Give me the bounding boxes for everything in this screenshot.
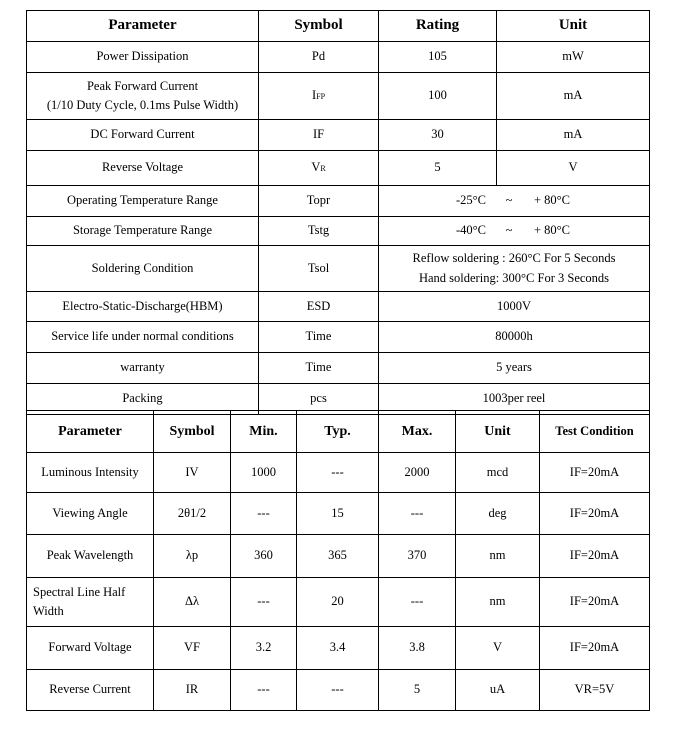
max-cell: 5	[379, 670, 456, 711]
symbol-cell: Time	[259, 353, 379, 384]
symbol-cell: IV	[154, 453, 231, 493]
symbol-cell: ESD	[259, 292, 379, 322]
typ-cell: 20	[297, 578, 379, 627]
symbol-cell: pcs	[259, 384, 379, 415]
max-cell: 2000	[379, 453, 456, 493]
table-row	[27, 292, 650, 322]
rating-cell: 100	[379, 73, 497, 120]
symbol-cell: 2θ1/2	[154, 493, 231, 535]
header-min: Min.	[231, 411, 297, 453]
symbol-cell	[259, 73, 379, 120]
rating-cell: 30	[379, 120, 497, 151]
param-line: (1/10 Duty Cycle, 0.1ms Pulse Width)	[46, 98, 239, 112]
electro-optical-table	[26, 410, 650, 711]
rating-cell: 105	[379, 42, 497, 73]
typ-cell: 3.4	[297, 627, 379, 670]
min-cell: ---	[231, 670, 297, 711]
unit-cell: nm	[456, 535, 540, 578]
table-row	[27, 217, 650, 246]
value-cell: 1003per reel	[379, 384, 650, 415]
max-cell: ---	[379, 578, 456, 627]
symbol-cell: VF	[154, 627, 231, 670]
param-cell	[27, 73, 259, 120]
header-symbol: Symbol	[259, 11, 379, 42]
symbol-cell: IR	[154, 670, 231, 711]
param-cell: Spectral Line Half Width	[27, 578, 154, 627]
header-parameter: Parameter	[27, 11, 259, 42]
table-row	[27, 186, 650, 217]
symbol-subscript: R	[320, 164, 326, 174]
param-cell: Soldering Condition	[27, 246, 259, 292]
table-row	[27, 322, 650, 353]
table-row	[27, 73, 650, 120]
table-row	[27, 120, 650, 151]
table-row	[27, 151, 650, 186]
min-cell: ---	[231, 493, 297, 535]
ratings-header-row	[27, 11, 650, 42]
header-max: Max.	[379, 411, 456, 453]
table-row	[27, 493, 650, 535]
condition-cell: IF=20mA	[540, 453, 650, 493]
symbol-cell: Tsol	[259, 246, 379, 292]
unit-cell: mcd	[456, 453, 540, 493]
range-low: -25°C	[456, 193, 486, 208]
condition-cell: IF=20mA	[540, 493, 650, 535]
rating-cell: 5	[379, 151, 497, 186]
condition-cell: IF=20mA	[540, 535, 650, 578]
header-unit: Unit	[456, 411, 540, 453]
range-tilde: ~	[505, 193, 513, 208]
header-rating: Rating	[379, 11, 497, 42]
typ-cell: 15	[297, 493, 379, 535]
symbol-cell: λp	[154, 535, 231, 578]
max-cell: 3.8	[379, 627, 456, 670]
symbol-cell: Pd	[259, 42, 379, 73]
unit-cell: deg	[456, 493, 540, 535]
unit-cell: V	[497, 151, 650, 186]
soldering-cell	[379, 246, 650, 292]
param-line: Peak Forward Current	[86, 78, 199, 93]
soldering-hand: Hand soldering: 300°C For 3 Seconds	[418, 270, 610, 285]
range-cell	[379, 186, 650, 217]
symbol-subscript: FP	[316, 92, 326, 102]
table-row	[27, 670, 650, 711]
min-cell: 360	[231, 535, 297, 578]
unit-cell: mA	[497, 73, 650, 120]
condition-cell: IF=20mA	[540, 627, 650, 670]
soldering-reflow: Reflow soldering : 260°C For 5 Seconds	[412, 251, 616, 266]
param-cell: Operating Temperature Range	[27, 186, 259, 217]
param-cell: Viewing Angle	[27, 493, 154, 535]
param-cell: Power Dissipation	[27, 42, 259, 73]
param-cell: Service life under normal conditions	[27, 322, 259, 353]
table-row	[27, 578, 650, 627]
param-cell: Electro-Static-Discharge(HBM)	[27, 292, 259, 322]
typ-cell: 365	[297, 535, 379, 578]
table-row	[27, 353, 650, 384]
range-high: + 80°C	[533, 223, 570, 238]
symbol-cell: IF	[259, 120, 379, 151]
range-high: + 80°C	[533, 193, 570, 208]
symbol-main: V	[311, 160, 321, 175]
max-cell: 370	[379, 535, 456, 578]
param-cell: Storage Temperature Range	[27, 217, 259, 246]
param-cell: Reverse Current	[27, 670, 154, 711]
min-cell: 3.2	[231, 627, 297, 670]
typ-cell: ---	[297, 670, 379, 711]
header-typ: Typ.	[297, 411, 379, 453]
header-test-condition: Test Condition	[540, 411, 650, 453]
min-cell: ---	[231, 578, 297, 627]
param-cell: Forward Voltage	[27, 627, 154, 670]
symbol-main: I	[311, 88, 317, 103]
header-unit: Unit	[497, 11, 650, 42]
symbol-cell	[259, 151, 379, 186]
unit-cell: mA	[497, 120, 650, 151]
param-cell: warranty	[27, 353, 259, 384]
max-cell: ---	[379, 493, 456, 535]
condition-cell: IF=20mA	[540, 578, 650, 627]
table-row	[27, 246, 650, 292]
value-cell: 5 years	[379, 353, 650, 384]
unit-cell: V	[456, 627, 540, 670]
table-row	[27, 453, 650, 493]
range-cell	[379, 217, 650, 246]
unit-cell: nm	[456, 578, 540, 627]
range-tilde: ~	[505, 223, 513, 238]
unit-cell: uA	[456, 670, 540, 711]
characteristics-header-row	[27, 411, 650, 453]
value-cell: 80000h	[379, 322, 650, 353]
header-parameter: Parameter	[27, 411, 154, 453]
symbol-cell: Tstg	[259, 217, 379, 246]
typ-cell: ---	[297, 453, 379, 493]
symbol-cell: Time	[259, 322, 379, 353]
value-cell: 1000V	[379, 292, 650, 322]
absolute-ratings-table	[26, 10, 650, 415]
symbol-cell: Topr	[259, 186, 379, 217]
header-symbol: Symbol	[154, 411, 231, 453]
table-row	[27, 535, 650, 578]
unit-cell: mW	[497, 42, 650, 73]
condition-cell: VR=5V	[540, 670, 650, 711]
param-cell: Luminous Intensity	[27, 453, 154, 493]
param-cell: Peak Wavelength	[27, 535, 154, 578]
range-low: -40°C	[456, 223, 486, 238]
param-cell: DC Forward Current	[27, 120, 259, 151]
table-row	[27, 627, 650, 670]
table-row	[27, 42, 650, 73]
min-cell: 1000	[231, 453, 297, 493]
symbol-cell: Δλ	[154, 578, 231, 627]
param-cell: Reverse Voltage	[27, 151, 259, 186]
param-cell: Packing	[27, 384, 259, 415]
